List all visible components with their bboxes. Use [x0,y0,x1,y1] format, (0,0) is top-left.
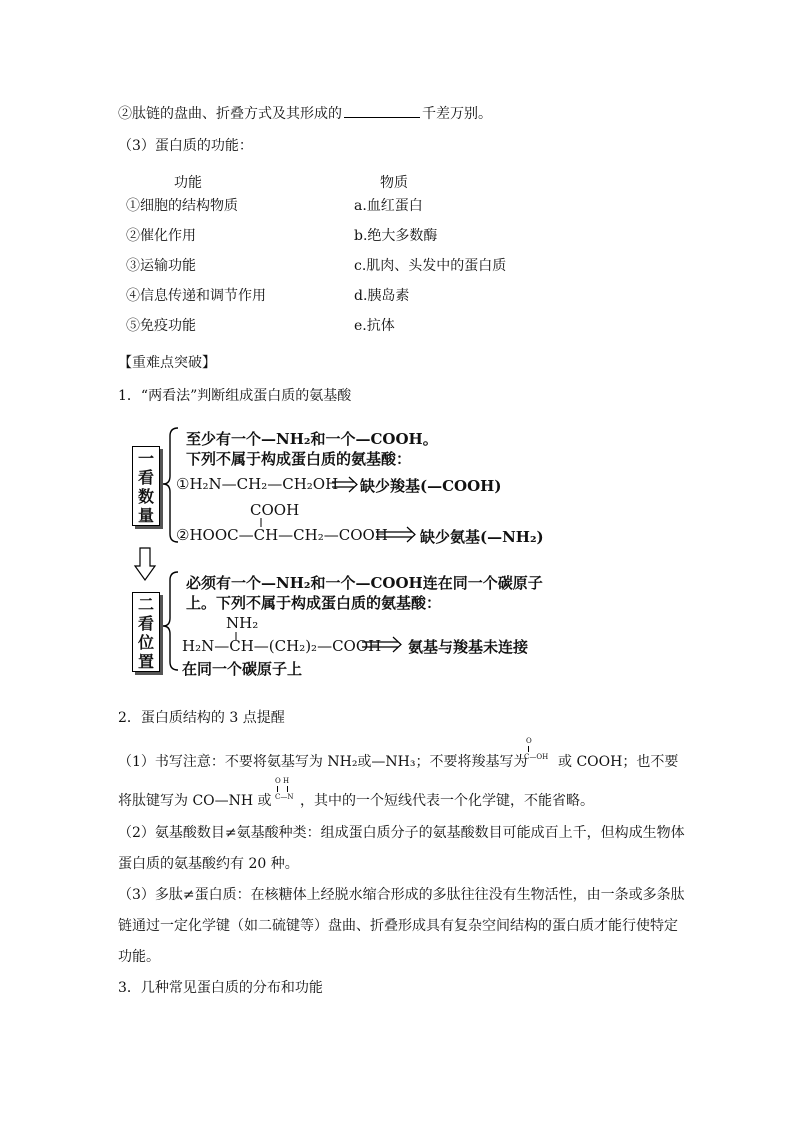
substance-item: b.绝大多数酶 [354,228,438,244]
example-3-formula: H₂N—CH—(CH₂)₂—COOH [182,637,382,655]
brace-2 [163,572,178,670]
note-1-line-2-end: ，其中的一个短线代表一个化学键，不能省略。 [300,793,594,809]
breakthrough-heading: 【重难点突破】 [118,355,216,371]
substance-item: d.胰岛素 [354,288,410,304]
peptide-bond-icon: O H C—N [275,777,294,801]
header-substance: 物质 [380,175,408,191]
section-3-title: （3）蛋白质的功能： [118,138,253,154]
rule-count-line-2: 下列不属于构成蛋白质的氨基酸： [186,450,412,468]
box-position: 二看位置 [132,592,160,672]
example-2-formula: ②HOOC—CH—CH₂—COOH [176,526,388,544]
point-2-title: 2．蛋白质结构的 3 点提醒 [118,710,285,726]
header-function: 功能 [174,175,202,191]
box-count: 一看数量 [132,446,160,526]
function-item: ④信息传递和调节作用 [126,288,266,304]
note-3-line-2: 链通过一定化学键（如二硫键等）盘曲、折叠形成具有复杂空间结构的蛋白质才能行使特定 [118,918,678,934]
substance-item: a.血红蛋白 [354,198,423,214]
carboxyl-structure-icon: O C—OH [524,737,549,761]
function-item: ③运输功能 [126,258,196,274]
rule-position-line-2: 上。下列不属于构成蛋白质的氨基酸： [186,594,442,612]
down-arrow-icon [135,548,155,580]
point-3-title: 3．几种常见蛋白质的分布和功能 [118,980,323,996]
substance-item: e.抗体 [354,318,395,334]
example-2-result: 缺少氨基(—NH₂) [420,528,544,546]
note-2-line-2: 蛋白质的氨基酸约有 20 种。 [118,856,299,872]
note-3-line-1: （3）多肽≠蛋白质：在核糖体上经脱水缩合形成的多肽往往没有生物活性，由一条或多条肽 [118,887,685,903]
note-1-line-1: （1）书写注意：不要将氨基写为 NH₂或—NH₃；不要将羧基写为 [118,754,528,770]
example-1-formula: ①H₂N—CH₂—CH₂OH [176,475,339,493]
note-1-line-1-end: 或 COOH；也不要 [558,754,679,770]
rule-position-line-1: 必须有一个—NH₂和一个—COOH连在同一个碳原子 [186,574,543,592]
example-3-side-group: NH₂ [226,614,259,632]
example-2-side-group: COOH [250,501,300,519]
example-1-result: 缺少羧基(—COOH) [360,477,502,495]
rule-count-line-1: 至少有一个—NH₂和一个—COOH。 [186,430,438,448]
substance-item: c.肌肉、头发中的蛋白质 [354,258,507,274]
note-3-line-3: 功能。 [118,949,160,965]
function-item: ①细胞的结构物质 [126,198,238,214]
note-2-line-1: （2）氨基酸数目≠氨基酸种类：组成蛋白质分子的氨基酸数目可能成百上千，但构成生物体 [118,825,685,841]
example-3-result: 氨基与羧基未连接 [408,638,529,656]
function-item: ②催化作用 [126,228,196,244]
note-1-line-2-start: 将肽键写为 CO—NH 或 [118,793,272,809]
function-item: ⑤免疫功能 [126,318,196,334]
example-3-result-cont: 在同一个碳原子上 [182,660,303,678]
text-line-1: ②肽链的盘曲、折叠方式及其形成的 千差万别。 [118,103,492,123]
point-1-title: 1．“两看法”判断组成蛋白质的氨基酸 [118,388,352,404]
